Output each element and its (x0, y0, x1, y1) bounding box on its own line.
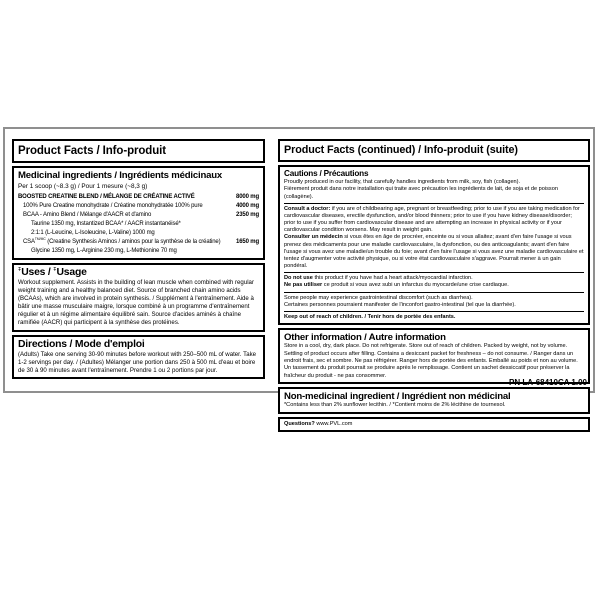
divider (284, 292, 584, 293)
uses-section (12, 263, 265, 332)
caution-text: Do not use this product if you have had a heart attack/myocardial infarction. (284, 275, 473, 282)
directions-title: Directions / Mode d'emploi (18, 338, 145, 350)
ingredient-amount: 4000 mg (236, 202, 259, 209)
left-panel (12, 139, 265, 379)
caution-text: Ne pas utiliser ce produit si vous avez subi un infarctus du myocarde/une crise cardiaque. (284, 282, 509, 289)
uses-body: Workout supplement. Assists in the building of lean muscle when combined with regular weight training and a healthy balanced diet. Source of branched chain amino acids (BCAAs), which are involved in protein synthesis. / Supplément à l'entraînement. Aide à bâtir une masse musculaire maigre, lorsque combiné à un programme d'entraînement régulier et à un régime alimentaire équilibré sain. Source d'acides aminés à chaîne ramifiée (AACR) qui participent à la synthèse des protéines. (18, 279, 254, 327)
caution-text: Consult a doctor: if you are of childbearing age, pregnant or breastfeeding; prior to use if you are taking medication for cardiovascular diseases, erectile dysfunction, and/or blood thinners; prior to use if you have kidney disease/disorder; prior to use if you suffer from cardiovascular disease and are attempting an increase in physical activity or if your cardiovascular condition worsens. May result in weight gain. (284, 205, 580, 234)
part-number: PN LA-68410CA 1.00 (509, 378, 587, 387)
left-panel-title: Product Facts / Info-produit (12, 139, 265, 163)
directions-body: (Adults) Take one serving 30-90 minutes before workout with 250–500 mL of water. Take 1-2 servings per day. / (Adultes) Mélanger une portion dans 250 à 500 mL d'eau et boire de 30 à 90 minutes avant l'entraînement. Prendre 1 ou 2 portions par jour. (18, 351, 257, 375)
medicinal-ingredients-title: Medicinal ingredients / Ingrédients médicinaux (18, 170, 223, 182)
ingredient-row (18, 202, 259, 211)
divider (284, 311, 584, 312)
caution-text: Fièrement produit dans notre installation qui traite avec précaution les ingrédients de lait, de soja et de poisson (collagène). (284, 186, 558, 200)
cautions-section (278, 165, 590, 325)
other-information-title: Other information / Autre information (284, 331, 446, 343)
non-medicinal-title: Non-medicinal ingredient / Ingrédient non médicinal (284, 390, 511, 402)
ingredient-row (18, 238, 259, 247)
ingredient-row (18, 229, 259, 238)
ingredient-text: Taurine 1350 mg, Instantized BCAA* / AACR instantanéisé* (31, 220, 181, 227)
divider (284, 203, 584, 204)
ingredient-row (18, 193, 259, 202)
medicinal-ingredients-section (12, 166, 265, 259)
ingredient-row (18, 220, 259, 229)
ingredient-amount: 2350 mg (236, 211, 259, 218)
ingredient-row (18, 211, 259, 220)
divider (284, 272, 584, 273)
ingredient-text: BOOSTED CREATINE BLEND / MÉLANGE DE CRÉATINE ACTIVÉ (18, 193, 195, 200)
ingredient-amount: 1650 mg (236, 238, 259, 245)
ingredient-text: $CSA^{TM/MC}$ (Creatine Synthesis Aminos / aminos pour la synthèse de la créatine) (23, 236, 221, 245)
other-information-body: Store in a cool, dry, dark place. Do not refrigerate. Store out of reach of children. Packed by weight, not by volume. Settling of product occurs after filling. Contains a desiccant packet for freshness – do not consume. / Ranger dans un endroit frais, sec et sombre. Ne pas réfrigérer. Ranger hors de portée des enfants. Emballé au poids et non au volume. Un tassement du produit pourrait se produire après le remplissage. Contient un sachet dessiccatif pour préserver la fraîcheur du produit - ne pas consommer. (284, 343, 578, 379)
caution-text: Certaines personnes pourraient manifester de l'inconfort gastro-intestinal (tel que la diarrhée). (284, 301, 516, 308)
uses-title: ‡Uses / ‡Usage (18, 266, 87, 278)
questions-line: Questions? www.PVL.com (284, 420, 353, 427)
other-information-section (278, 328, 590, 384)
ingredient-text: BCAA - Amino Blend / Mélange d'AACR et d'amino (23, 211, 152, 218)
ingredient-row (18, 247, 259, 256)
ingredient-amount: 8000 mg (236, 193, 259, 200)
caution-text: Keep out of reach of children. / Tenir hors de portée des enfants. (284, 313, 456, 320)
serving-size: Per 1 scoop (~8.3 g) / Pour 1 mesure (~8,3 g) (18, 182, 148, 190)
right-panel (278, 139, 590, 432)
cautions-title: Cautions / Précautions (284, 169, 369, 179)
cautions-paragraphs (284, 179, 584, 321)
questions-section (278, 417, 590, 432)
ingredient-text: Glycine 1350 mg, L-Arginine 230 mg, L-Methionine 70 mg (31, 247, 177, 254)
right-panel-title: Product Facts (continued) / Info-produit (suite) (278, 139, 590, 162)
caution-text: Consulter un médecin si vous êtes en âge de procréer, enceinte ou si vous allaitez; avant d'en faire l'usage si vous prenez des médicaments pour une maladie cardiovasculaire, la dysfonction, ou des anticoagulants; avant d'en faire l'usage si vous avez une maladie/un trouble du foie; avant d'en faire l'usage si vous avez une maladie cardiovasculaire et tentez d'augmenter votre activité physique, ou si votre état cardiovasculaire s'aggrave. Pourrait mener à un gain pondéral. (284, 234, 584, 270)
directions-section (12, 335, 265, 380)
caution-text: Proudly produced in our facility, that carefully handles ingredients from milk, soy, fish (collagen). (284, 179, 521, 186)
ingredient-text: 2:1:1 (L-Leucine, L-Isoleucine, L-Valine) 1000 mg (31, 229, 155, 236)
caution-text: Some people may experience gastrointestinal discomfort (such as diarrhea). (284, 294, 473, 301)
non-medicinal-body: *Contains less than 2% sunflower lecithin. / *Contient moins de 2% lécithine de tournesol. (284, 402, 506, 409)
non-medicinal-section (278, 387, 590, 414)
ingredient-rows (18, 193, 259, 256)
ingredient-text: 100% Pure Creatine monohydrate / Créatine monohydratée 100% pure (23, 202, 203, 209)
